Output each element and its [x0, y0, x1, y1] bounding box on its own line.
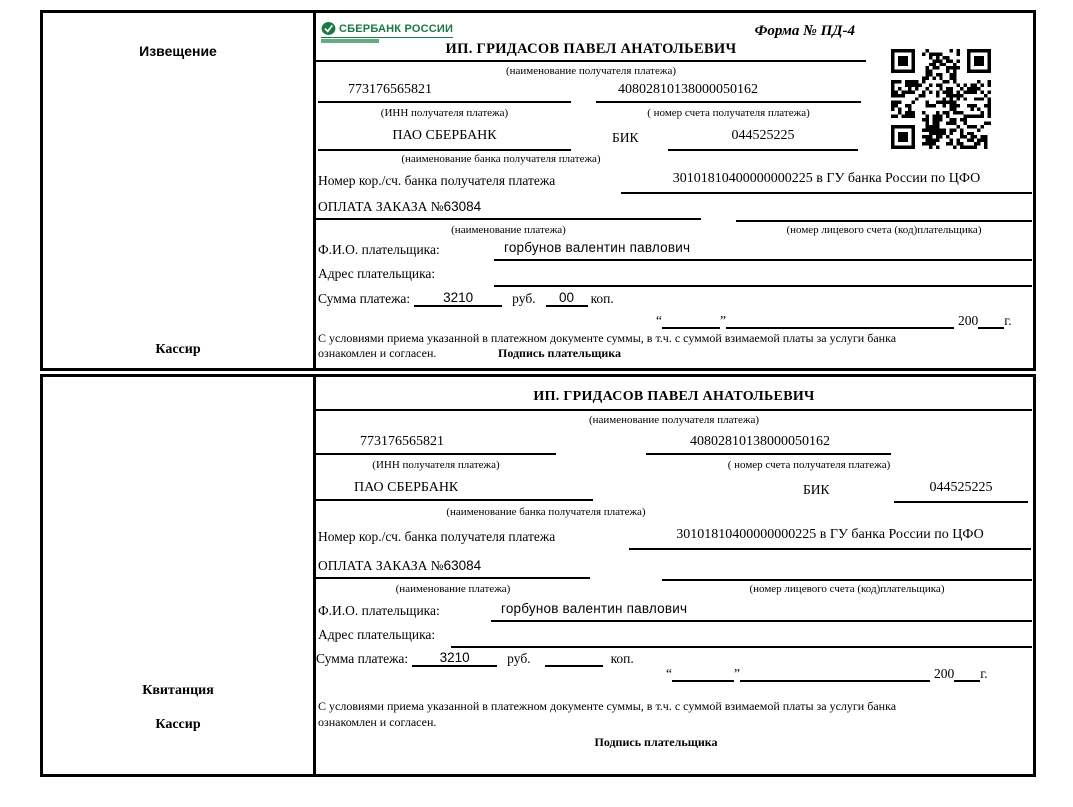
payer-name-label: Ф.И.О. плательщика:	[318, 242, 440, 257]
kop-label: коп.	[590, 291, 614, 306]
payment-name-text: ОПЛАТА ЗАКАЗА №	[318, 558, 444, 573]
receipt-section	[40, 374, 1036, 777]
date-day-blank	[672, 665, 734, 682]
payee-inn: 773176565821	[316, 434, 556, 455]
terms-line1: С условиями приема указанной в платежном документе суммы, в т.ч. с суммой взимаемой платы за услуги банка	[318, 331, 897, 345]
payment-caption: (наименование платежа)	[451, 224, 566, 236]
recipient-name: ИП. ГРИДАСОВ ПАВЕЛ АНАТОЛЬЕВИЧ	[316, 389, 1032, 411]
date-day-blank	[662, 312, 720, 329]
account-caption: ( номер счета получателя платежа)	[727, 459, 891, 471]
amount-rub-value: 3210	[412, 650, 497, 667]
payer-address-blank	[494, 264, 1032, 287]
form-number: Форма № ПД-4	[754, 23, 855, 39]
receipt-label: Квитанция	[142, 683, 214, 698]
signature-label: Подпись плательщика	[498, 346, 621, 360]
signature-label: Подпись плательщика	[594, 735, 718, 749]
terms-line1: С условиями приема указанной в платежном документе суммы, в т.ч. с суммой взимаемой платы за услуги банка	[318, 699, 897, 713]
payer-name-value: горбунов валентин павлович	[494, 240, 1032, 261]
terms-line2: ознакомлен и согласен.	[318, 715, 437, 729]
date-quote-close: ”	[720, 313, 726, 328]
payer-name-value: горбунов валентин павлович	[491, 601, 1032, 622]
date-row	[666, 665, 988, 682]
date-year-prefix: 200	[934, 666, 955, 681]
payment-order-number: 63084	[443, 558, 482, 573]
bik-value: 044525225	[894, 480, 1028, 503]
personal-account-caption: (номер лицевого счета (код)плательщика)	[749, 583, 945, 595]
payment-name-text: ОПЛАТА ЗАКАЗА №	[318, 199, 444, 214]
recipient-name: ИП. ГРИДАСОВ ПАВЕЛ АНАТОЛЬЕВИЧ	[316, 41, 866, 62]
payer-address-label: Адрес плательщика:	[318, 266, 436, 281]
receipt-cashier-label: Кассир	[155, 717, 201, 732]
amount-kop-value	[545, 665, 603, 667]
payer-address-blank	[451, 625, 1032, 648]
corr-account-value: 30101810400000000225 в ГУ банка России по ЦФО	[629, 527, 1031, 550]
payment-name-field	[316, 557, 590, 579]
rub-label: руб.	[507, 651, 531, 666]
notice-label: Извещение	[139, 43, 217, 59]
bank-name: ПАО СБЕРБАНК	[316, 480, 593, 501]
corr-account-label: Номер кор./сч. банка получателя платежа	[318, 173, 556, 188]
notice-cashier-label: Кассир	[155, 342, 201, 357]
notice-stub	[43, 13, 316, 368]
corr-account-value: 30101810400000000225 в ГУ банка России по ЦФО	[621, 171, 1032, 194]
amount-row	[316, 650, 634, 667]
payment-name-field	[316, 198, 701, 220]
inn-caption: (ИНН получателя платежа)	[372, 459, 500, 471]
payment-order-number: 63084	[443, 199, 482, 214]
payee-account: 40802810138000050162	[596, 82, 861, 103]
date-row	[656, 312, 1012, 329]
payment-caption: (наименование платежа)	[395, 583, 511, 595]
bik-label: БИК	[612, 130, 639, 145]
bank-name: ПАО СБЕРБАНК	[318, 128, 571, 151]
notice-section	[40, 10, 1036, 371]
personal-account-blank	[736, 198, 1032, 222]
bank-caption: (наименование банка получателя платежа)	[446, 506, 646, 518]
date-month-blank	[726, 312, 954, 329]
date-month-blank	[740, 665, 930, 682]
date-year-prefix: 200	[958, 313, 979, 328]
date-quote-close: ”	[734, 666, 740, 681]
personal-account-caption: (номер лицевого счета (код)плательщика)	[786, 224, 982, 236]
amount-row	[318, 290, 614, 307]
date-quote-open: “	[666, 666, 672, 681]
amount-kop-value: 00	[546, 290, 588, 307]
date-year-blank	[978, 312, 1004, 329]
recipient-caption: (наименование получателя платежа)	[505, 65, 677, 77]
date-quote-open: “	[656, 313, 662, 328]
sberbank-logo	[321, 21, 453, 43]
bik-label: БИК	[803, 482, 830, 497]
notice-form-body	[316, 13, 1033, 368]
payer-address-label: Адрес плательщика:	[318, 627, 436, 642]
bik-value: 044525225	[668, 128, 858, 151]
receipt-form-body	[316, 377, 1033, 774]
sberbank-logo-icon	[321, 21, 336, 36]
date-year-suffix: г.	[980, 666, 988, 681]
corr-account-label: Номер кор./сч. банка получателя платежа	[318, 529, 556, 544]
payer-name-label: Ф.И.О. плательщика:	[318, 603, 440, 618]
amount-label: Сумма платежа:	[316, 651, 409, 666]
inn-caption: (ИНН получателя платежа)	[380, 107, 509, 119]
kop-label: коп.	[610, 651, 634, 666]
recipient-caption: (наименование получателя платежа)	[588, 414, 760, 426]
receipt-stub	[43, 377, 316, 774]
qr-code	[891, 49, 991, 149]
payee-inn: 773176565821	[318, 82, 571, 103]
amount-label: Сумма платежа:	[318, 291, 411, 306]
personal-account-blank	[662, 557, 1032, 581]
account-caption: ( номер счета получателя платежа)	[647, 107, 810, 119]
date-year-suffix: г.	[1004, 313, 1012, 328]
rub-label: руб.	[512, 291, 536, 306]
terms-line2: ознакомлен и согласен.	[318, 346, 437, 360]
sberbank-logo-text: СБЕРБАНК РОССИИ	[339, 22, 454, 35]
bank-caption: (наименование банка получателя платежа)	[401, 153, 601, 165]
amount-rub-value: 3210	[414, 290, 502, 307]
payee-account: 40802810138000050162	[646, 434, 891, 455]
date-year-blank	[954, 665, 980, 682]
